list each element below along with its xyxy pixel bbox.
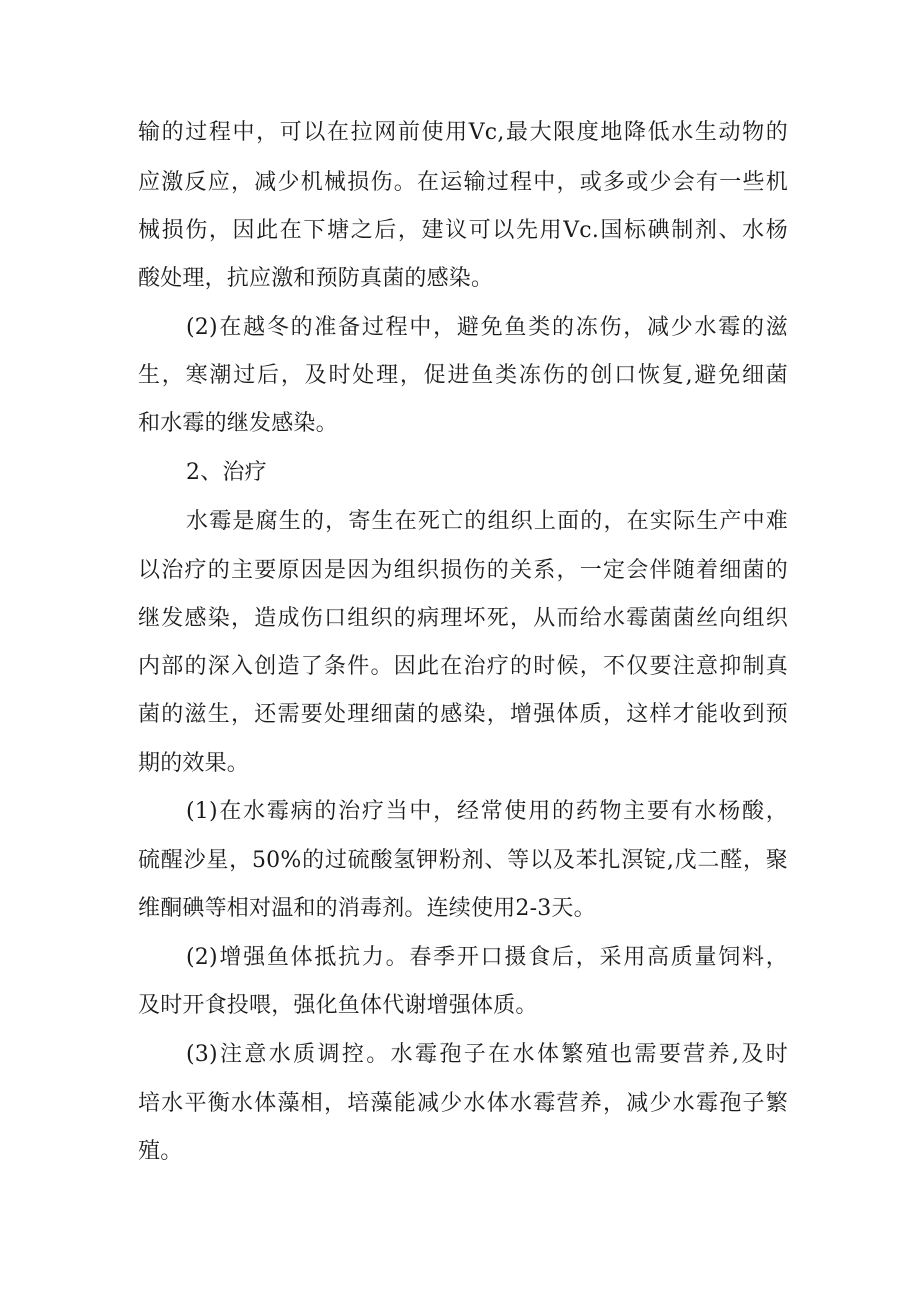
text-line: 菌的滋生，还需要处理细菌的感染，增强体质，这样才能收到预: [138, 702, 788, 727]
text-line: 及时开食投喂，强化鱼体代谢增强体质。: [138, 993, 538, 1018]
text-line: 以治疗的主要原因是因为组织损伤的关系，一定会伴随着细菌的: [138, 558, 788, 583]
text-line: 输的过程中，可以在拉网前使用Vc,最大限度地降低水生动物的: [138, 120, 788, 145]
text-line: 水霉是腐生的，寄生在死亡的组织上面的，在实际生产中难: [186, 509, 788, 534]
text-line: 硫醒沙星，50%的过硫酸氢钾粉剂、等以及苯扎溟锭,戊二醛，聚: [138, 848, 788, 873]
text-line: 继发感染，造成伤口组织的病理坏死，从而给水霉菌菌丝向组织: [138, 606, 788, 631]
text-line: 生，寒潮过后，及时处理，促进鱼类冻伤的创口恢复,避免细菌: [138, 363, 788, 388]
text-line: [186, 313, 788, 343]
section-heading: 2、治疗: [186, 460, 267, 485]
text-line: 酸处理，抗应激和预防真菌的感染。: [138, 266, 494, 291]
text-line: 应激反应，减少机械损伤。在运输过程中，或多或少会有一些机: [138, 170, 788, 195]
text-line: 和水霉的继发感染。: [138, 411, 338, 436]
text-line: 内部的深入创造了条件。因此在治疗的时候，不仅要注意抑制真: [138, 654, 788, 679]
text-line: 维酮碘等相对温和的消毒剂。连续使用2-3天。: [138, 896, 596, 921]
text-line-content: (2)在越冬的准备过程中，避免鱼类的冻伤，减少水霉的滋: [186, 315, 788, 340]
text-line: 培水平衡水体藻相，培藻能减少水体水霉营养，减少水霉孢子繁: [138, 1091, 788, 1116]
text-line: 械损伤，因此在下塘之后，建议可以先用Vc.国标碘制剂、水杨: [138, 218, 788, 243]
text-line: (2)增强鱼体抵抗力。春季开口摄食后，采用高质量饲料，: [186, 945, 788, 970]
text-line: (3)注意水质调控。水霉孢子在水体繁殖也需要营养,及时: [186, 1042, 788, 1067]
text-line: 殖。: [138, 1139, 183, 1164]
text-line: 期的效果。: [138, 751, 250, 776]
text-line: (1)在水霉病的治疗当中，经常使用的药物主要有水杨酸，: [186, 799, 788, 824]
